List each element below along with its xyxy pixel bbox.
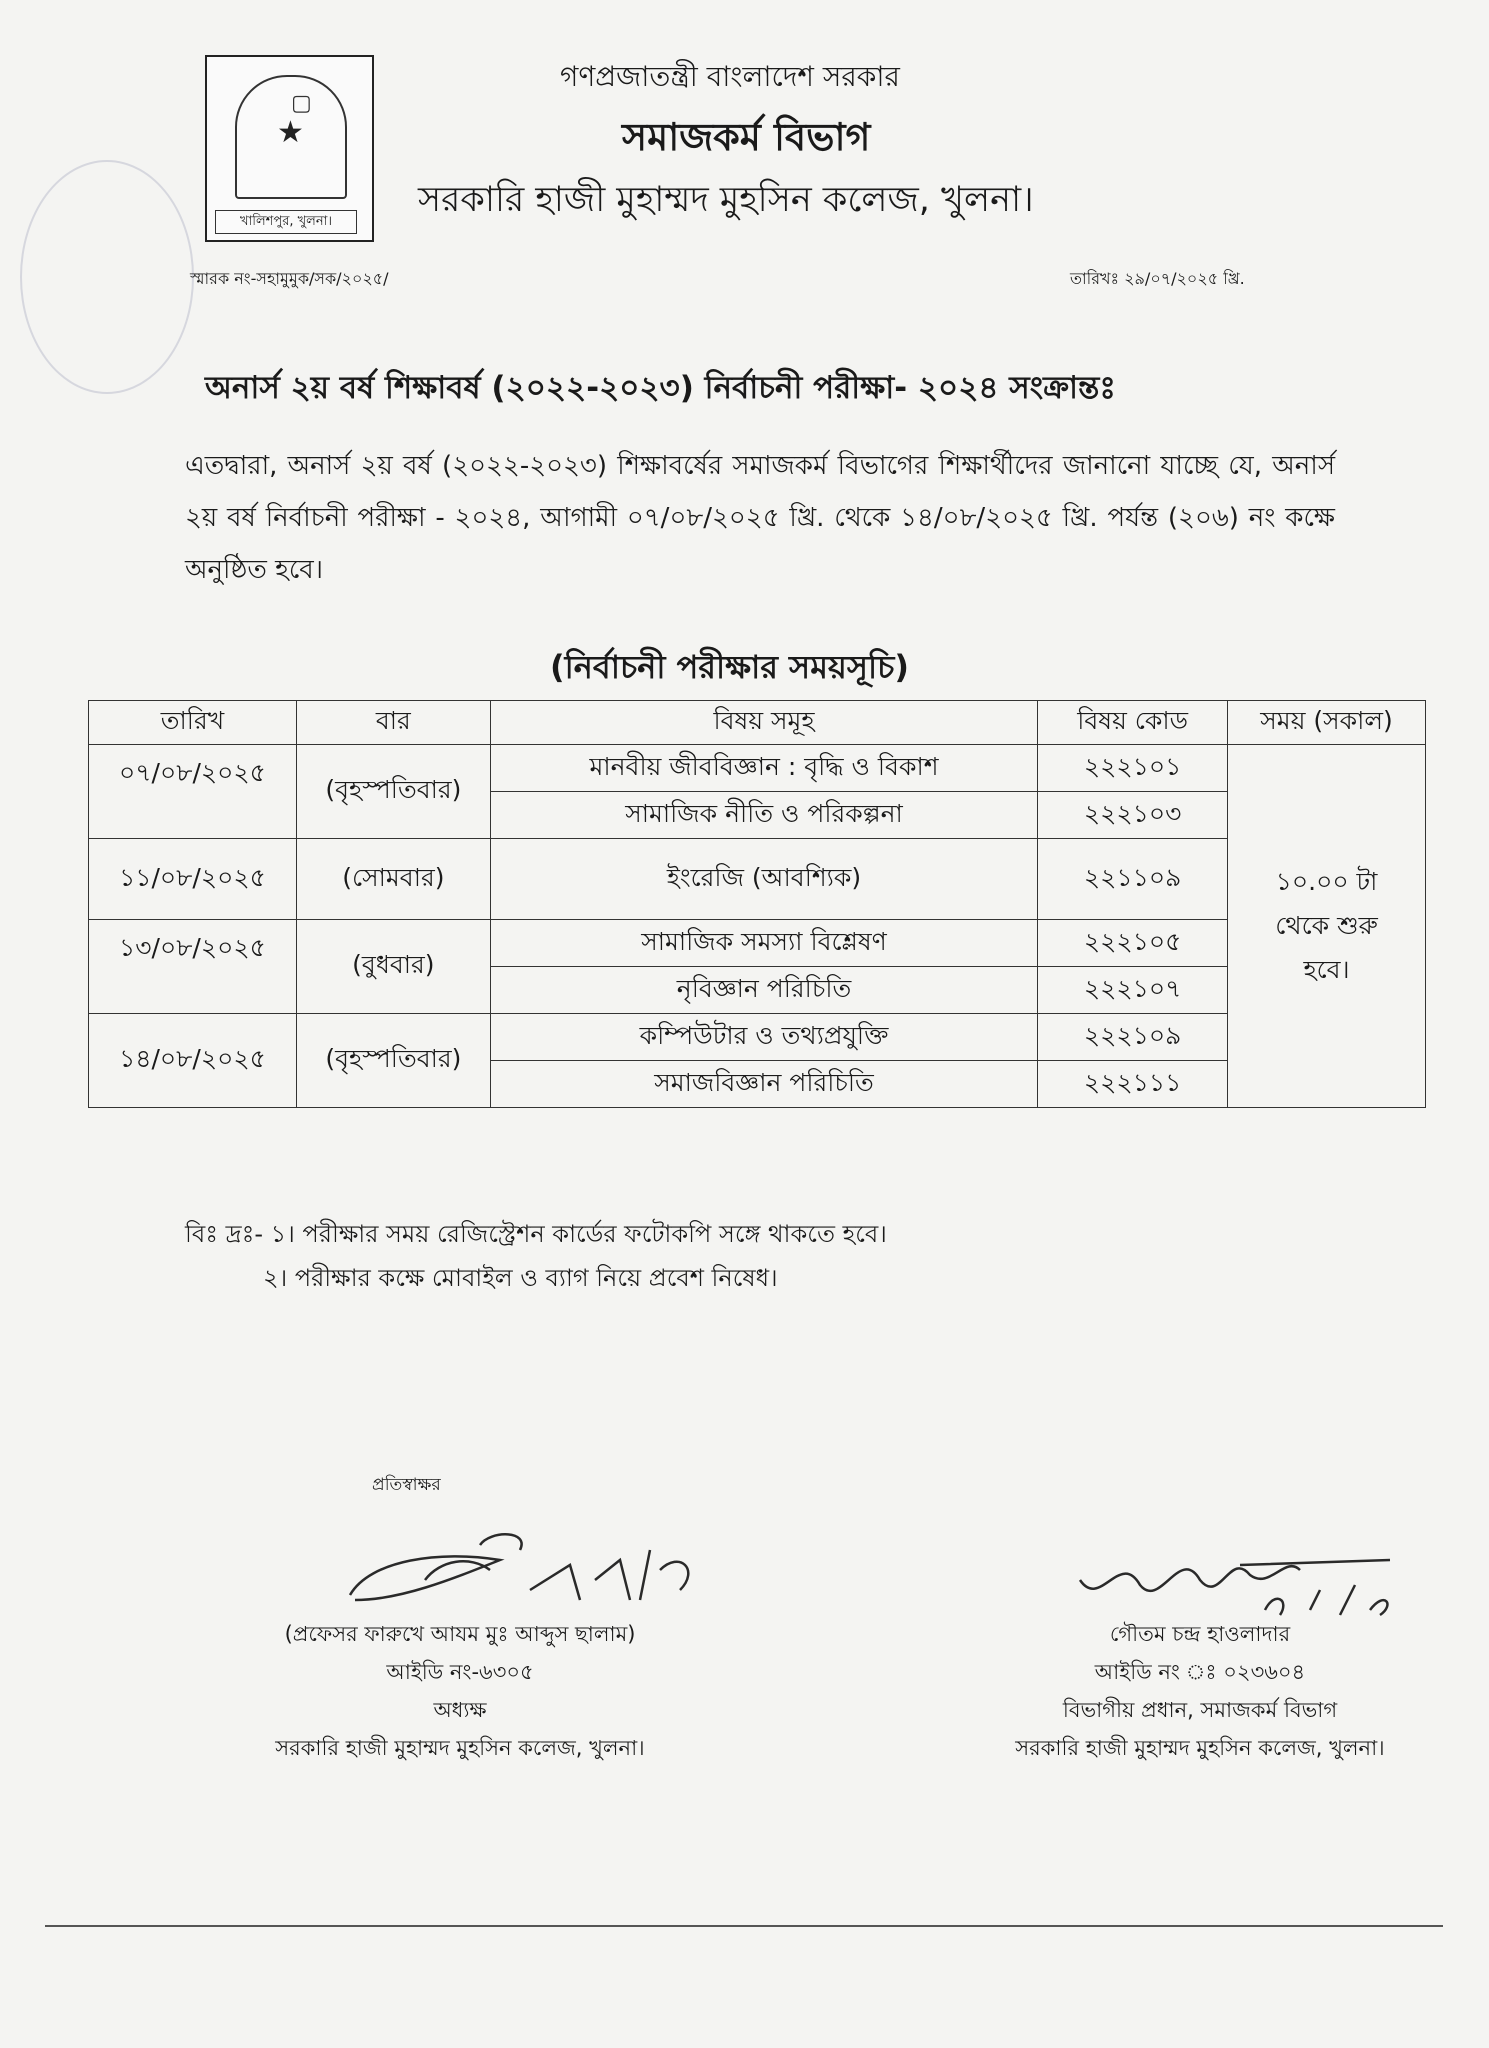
header-day: বার: [296, 701, 490, 745]
day-cell: (সোমবার): [296, 839, 490, 920]
star-icon: ★: [277, 115, 304, 150]
head-name: গৌতম চন্দ্র হাওলাদার: [1109, 1622, 1291, 1646]
college-logo: [205, 55, 374, 242]
day-cell: (বৃহস্পতিবার): [296, 745, 490, 839]
logo-emblem: [235, 75, 347, 199]
principal-org: সরকারি হাজী মুহাম্মদ মুহসিন কলেজ, খুলনা।: [275, 1736, 645, 1760]
logo-caption: খালিশপুর, খুলনা।: [215, 210, 357, 234]
time-note: ১০.০০ টা থেকে শুরু হবে।: [1275, 867, 1378, 984]
code-cell: ২২২১০৫: [1038, 920, 1228, 967]
subject-cell: নৃবিজ্ঞান পরিচিতি: [490, 967, 1037, 1014]
head-title: বিভাগীয় প্রধান, সমাজকর্ম বিভাগ: [1062, 1698, 1338, 1722]
note-line-1: বিঃ দ্রঃ- ১। পরীক্ষার সময় রেজিস্ট্রেশন কার্ডের ফটোকপি সঙ্গে থাকতে হবে।: [185, 1220, 887, 1248]
table-row: [89, 745, 1426, 792]
schedule-title: (নির্বাচনী পরীক্ষার সময়সূচি): [550, 648, 910, 686]
principal-title: অধ্যক্ষ: [433, 1698, 487, 1722]
note-line-2: ২। পরীক্ষার কক্ষে মোবাইল ও ব্যাগ নিয়ে প্রবেশ নিষেধ।: [263, 1264, 778, 1292]
header-date: তারিখ: [89, 701, 297, 745]
stamp-seal: [20, 160, 194, 394]
date-cell: ১৩/০৮/২০২৫: [89, 920, 297, 1014]
table-row: [89, 1014, 1426, 1061]
body-paragraph: এতদ্বারা, অনার্স ২য় বর্ষ (২০২২-২০২৩) শিক্ষাবর্ষের সমাজকর্ম বিভাগের শিক্ষার্থীদের জানানো যাচ্ছে যে, অনার্স ২য় বর্ষ নির্বাচনী পরীক্ষা - ২০২৪, আগামী ০৭/০৮/২০২৫ খ্রি. থেকে ১৪/০৮/২০২৫ খ্রি. পর্যন্ত (২০৬) নং কক্ষে অনুষ্ঠিত হবে।: [185, 451, 1335, 585]
footer-divider: [45, 1925, 1443, 1927]
subject-cell: সামাজিক নীতি ও পরিকল্পনা: [490, 792, 1037, 839]
time-cell: [1228, 745, 1426, 1108]
college-name: সরকারি হাজী মুহাম্মদ মুহসিন কলেজ, খুলনা।: [418, 180, 1034, 220]
countersign-label: প্রতিস্বাক্ষর: [372, 1475, 441, 1495]
code-cell: ২২২১০৯: [1038, 1014, 1228, 1061]
head-signature: [1070, 1530, 1400, 1620]
principal-signature: [330, 1520, 710, 1630]
subject-cell: ইংরেজি (আবশ্যিক): [490, 839, 1037, 920]
header-code: বিষয় কোড: [1038, 701, 1228, 745]
subject-line: অনার্স ২য় বর্ষ শিক্ষাবর্ষ (২০২২-২০২৩) নির্বাচনী পরীক্ষা- ২০২৪ সংক্রান্তঃ: [205, 370, 1116, 406]
header-subjects: বিষয় সমূহ: [490, 701, 1037, 745]
principal-signature-block: [220, 1615, 700, 1767]
logo-book-icon: ▢: [291, 91, 312, 116]
subject-cell: মানবীয় জীববিজ্ঞান : বৃদ্ধি ও বিকাশ: [490, 745, 1037, 792]
issue-date: তারিখঃ ২৯/০৭/২০২৫ খ্রি.: [1070, 269, 1245, 288]
table-row: [89, 839, 1426, 920]
day-cell: (বুধবার): [296, 920, 490, 1014]
code-cell: ২২২১০৭: [1038, 967, 1228, 1014]
subject-cell: কম্পিউটার ও তথ্যপ্রযুক্তি: [490, 1014, 1037, 1061]
table-row: [89, 920, 1426, 967]
date-cell: ০৭/০৮/২০২৫: [89, 745, 297, 839]
head-id: আইডি নং ঃ ০২৩৬০৪: [1094, 1660, 1306, 1684]
subject-cell: সমাজবিজ্ঞান পরিচিতি: [490, 1061, 1037, 1108]
code-cell: ২২১১০৯: [1038, 839, 1228, 920]
head-org: সরকারি হাজী মুহাম্মদ মুহসিন কলেজ, খুলনা।: [1015, 1736, 1385, 1760]
code-cell: ২২২১০১: [1038, 745, 1228, 792]
code-cell: ২২২১০৩: [1038, 792, 1228, 839]
date-cell: ১৪/০৮/২০২৫: [89, 1014, 297, 1108]
department-title: সমাজকর্ম বিভাগ: [622, 115, 871, 159]
memo-number: স্মারক নং-সহামুমুক/সক/২০২৫/: [190, 269, 389, 288]
code-cell: ২২২১১১: [1038, 1061, 1228, 1108]
day-cell: (বৃহস্পতিবার): [296, 1014, 490, 1108]
date-cell: ১১/০৮/২০২৫: [89, 839, 297, 920]
head-signature-block: [940, 1615, 1460, 1767]
exam-schedule-table: [88, 700, 1426, 1108]
table-header-row: [89, 701, 1426, 745]
principal-name: (প্রফেসর ফারুখে আযম মুঃ আব্দুস ছালাম): [284, 1622, 636, 1646]
government-title: গণপ্রজাতন্ত্রী বাংলাদেশ সরকার: [560, 60, 900, 93]
header-time: সময় (সকাল): [1228, 701, 1426, 745]
principal-id: আইডি নং-৬৩০৫: [386, 1660, 534, 1684]
subject-cell: সামাজিক সমস্যা বিশ্লেষণ: [490, 920, 1037, 967]
